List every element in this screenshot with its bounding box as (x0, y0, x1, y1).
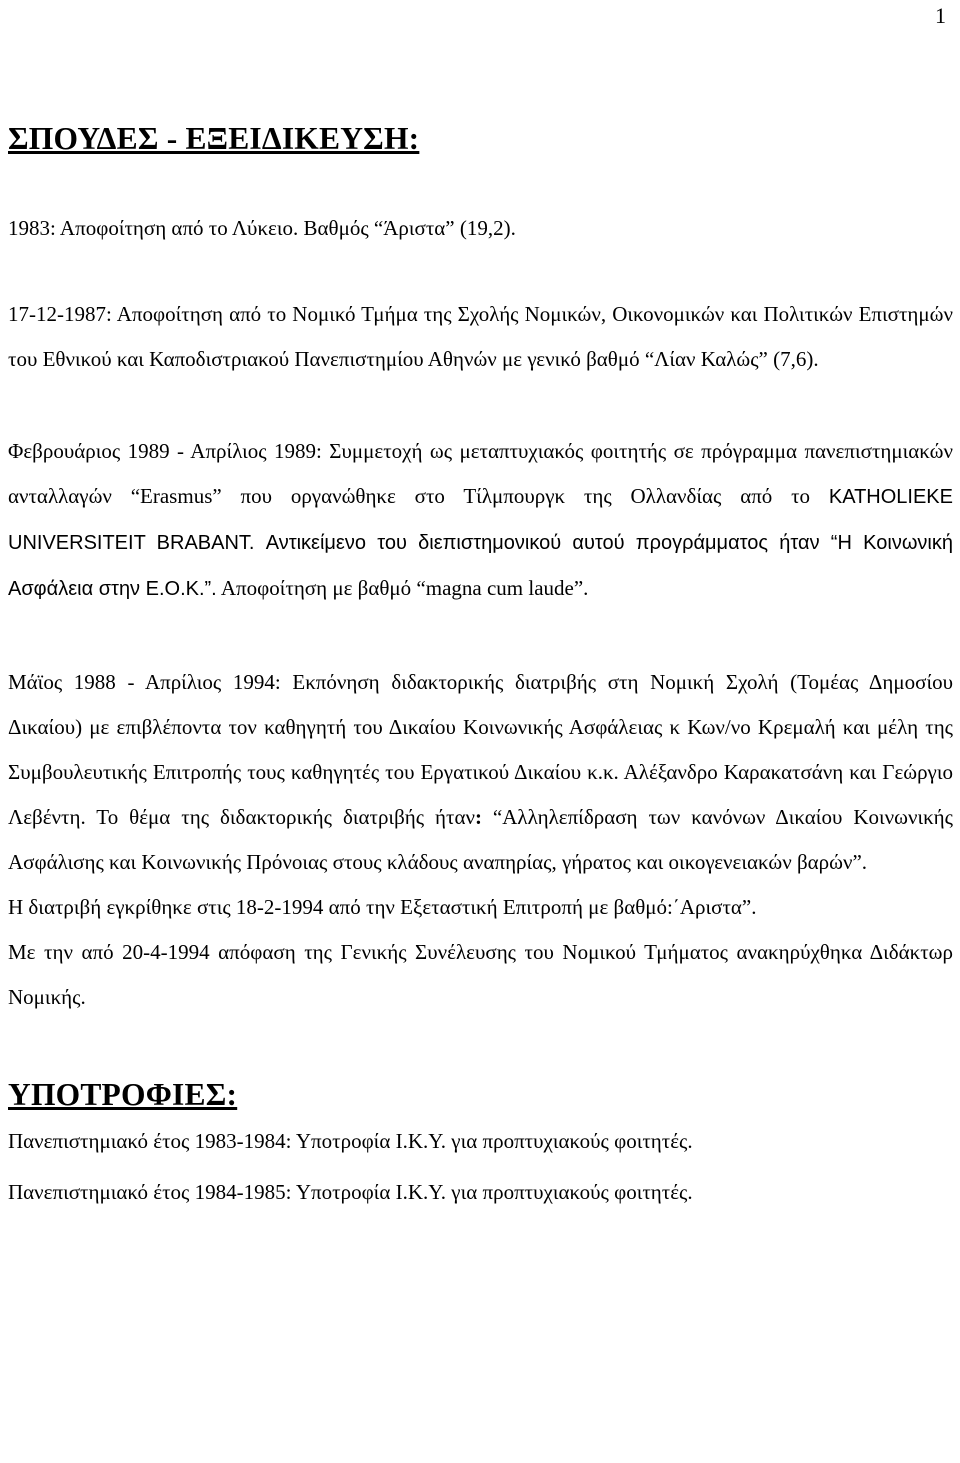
phd-proclamation-paragraph: Με την από 20-4-1994 απόφαση της Γενικής Συνέλευσης του Νομικού Τμήματος ανακηρύχθηκα Διδάκτωρ Νομικής. (8, 940, 953, 1009)
law-degree-paragraph: 17-12-1987: Αποφοίτηση από το Νομικό Τμήμα της Σχολής Νομικών, Οικονομικών και Πολιτικών Επιστημών του Εθνικού και Καποδιστριακού Πανεπιστημίου Αθηνών με γενικό βαθμό “Λίαν Καλώς” (7,6). (8, 302, 953, 371)
scholarships-heading: ΥΠΟΤΡΟΦΙΕΣ: (8, 1077, 238, 1112)
lyceum-paragraph: 1983: Αποφοίτηση από το Λύκειο. Βαθμός “Άριστα” (19,2). (8, 216, 516, 240)
page-number: 1 (935, 3, 946, 28)
scholarship-item: Πανεπιστημιακό έτος 1983-1984: Υποτροφία Ι.Κ.Υ. για προπτυχιακούς φοιτητές. (8, 1129, 693, 1153)
phd-topic-text: “Αλληλεπίδραση των κανόνων Δικαίου Κοινωνικής Ασφάλισης και Κοινωνικής Πρόνοιας στους κλάδους αναπηρίας, γήρατος και οικογενειακών βαρών”. (8, 805, 953, 874)
phd-paragraph (8, 660, 953, 885)
erasmus-graduation-text: Αποφοίτηση με βαθμό “magna cum laude”. (216, 576, 589, 600)
document-body (8, 115, 953, 1215)
erasmus-university-text: KATHOLIEKE UNIVERSITEIT BRABANT. Αντικείμενο του διεπιστημονικού αυτού προγράμματος ήταν “Η Κοινωνική Ασφάλεια στην Ε.Ο.Κ.”. (8, 486, 953, 600)
erasmus-text: Φεβρουάριος 1989 - Απρίλιος 1989: Συμμετοχή ως μεταπτυχιακός φοιτητής σε πρόγραμμα πανεπιστημιακών ανταλλαγών “Erasmus” που οργανώθηκε στο Τίλμπουργκ της Ολλανδίας από το (8, 439, 953, 508)
phd-approval-paragraph: Η διατριβή εγκρίθηκε στις 18-2-1994 από την Εξεταστική Επιτροπή με βαθμό:΄Αριστα”. (8, 895, 757, 919)
erasmus-paragraph (8, 429, 953, 612)
phd-colon: : (474, 805, 482, 829)
scholarship-item: Πανεπιστημιακό έτος 1984-1985: Υποτροφία Ι.Κ.Υ. για προπτυχιακούς φοιτητές. (8, 1180, 693, 1204)
phd-text: Μάϊος 1988 - Απρίλιος 1994: Εκπόνηση διδακτορικής διατριβής στη Νομική Σχολή (Τομέας Δημοσίου Δικαίου) με επιβλέποντα τον καθηγητή του Δικαίου Κοινωνικής Ασφάλειας κ Κων/νο Κρεμαλή και μέλη της Συμβουλευτικής Επιτροπής τους καθηγητές του Εργατικού Δικαίου κ.κ. Αλέξανδρο Καρακατσάνη και Γεώργιο Λεβέντη. Το θέμα της διδακτορικής διατριβής ήταν (8, 670, 953, 829)
studies-heading: ΣΠΟΥΔΕΣ - ΕΞΕΙΔΙΚΕΥΣΗ: (8, 121, 420, 156)
